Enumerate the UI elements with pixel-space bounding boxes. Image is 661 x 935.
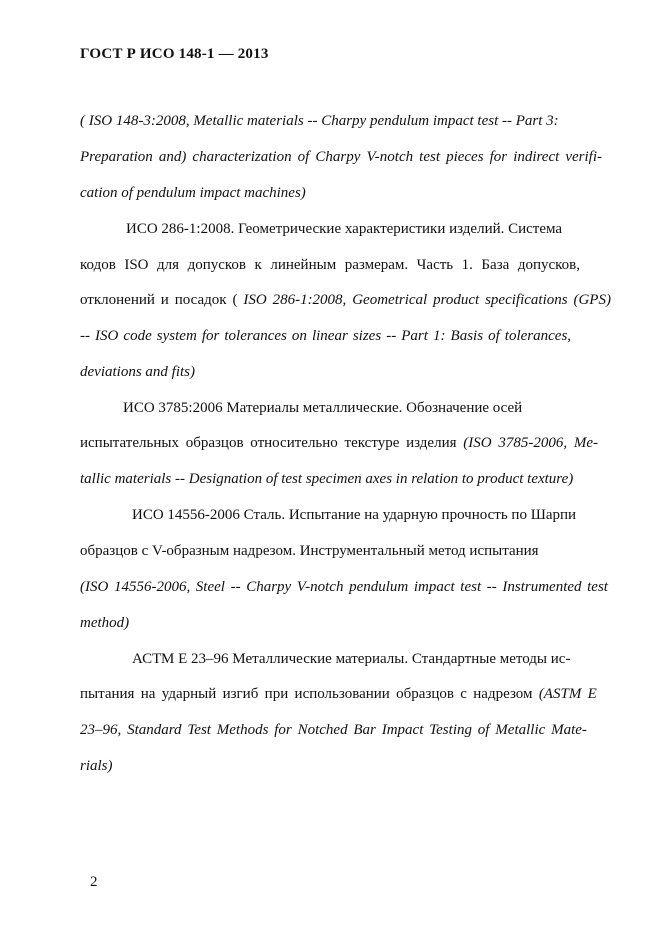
text-segment: ИСО 14556-2006 Сталь. Испытание на ударную прочность по Шарпи <box>132 507 577 523</box>
italic-text: (ISO 14556-2006, Steel -- Charpy V-notch pendulum impact test -- Instrumented test <box>80 579 608 595</box>
text-line <box>132 506 576 524</box>
text-line <box>126 220 562 238</box>
text-segment: кодов ISO для допусков к линейным размерам. Часть 1. База допусков, <box>80 257 580 273</box>
text-line <box>80 614 129 632</box>
text-segment: пытания на ударный изгиб при использовании образцов с надрезом <box>80 686 539 702</box>
italic-text: method) <box>80 615 130 631</box>
text-segment: образцов с V-образным надрезом. Инструментальный метод испытания <box>80 543 539 559</box>
text-line <box>80 470 573 488</box>
text-segment: испытательных образцов относительно текстуре изделия <box>80 435 464 451</box>
text-segment: ИСО 286-1:2008. Геометрические характеристики изделий. Система <box>126 221 563 237</box>
italic-text: cation of pendulum impact machines) <box>80 185 306 201</box>
text-segment: отклонений и посадок ( <box>80 292 244 308</box>
text-line <box>80 578 608 596</box>
italic-text: -- ISO code system for tolerances on linear sizes -- Part 1: Basis of tolerances, <box>80 328 572 344</box>
italic-text: ISO 286-1:2008, Geometrical product specifications (GPS) <box>243 292 611 308</box>
text-line <box>80 184 306 202</box>
text-line <box>80 363 195 381</box>
italic-text: 23–96, Standard Test Methods for Notched Bar Impact Testing of Metallic Mate- <box>80 722 587 738</box>
text-line <box>80 542 539 560</box>
text-line <box>80 721 587 739</box>
italic-text: ( ISO 148-3:2008, Metallic materials -- Charpy pendulum impact test -- Part 3: <box>80 113 559 129</box>
italic-text: (ASTM E <box>538 686 597 702</box>
page-number: 2 <box>90 874 98 890</box>
document-header: ГОСТ Р ИСО 148-1 — 2013 <box>80 46 269 62</box>
italic-text: Preparation and) characterization of Charpy V-notch test pieces for indirect verifi- <box>80 149 603 165</box>
text-line <box>80 757 113 775</box>
italic-text: deviations and fits) <box>80 364 195 380</box>
italic-text: (ISO 3785-2006, Me- <box>463 435 599 451</box>
text-segment: ИСО 3785:2006 Материалы металлические. Обозначение осей <box>123 400 523 416</box>
text-line <box>80 291 611 309</box>
text-line <box>80 685 597 703</box>
text-line <box>80 112 559 130</box>
italic-text: tallic materials -- Designation of test specimen axes in relation to product texture) <box>80 471 574 487</box>
text-line <box>123 399 522 417</box>
text-line <box>80 256 580 274</box>
text-line <box>80 434 598 452</box>
text-line <box>80 148 602 166</box>
italic-text: rials) <box>80 758 113 774</box>
text-line <box>132 650 570 668</box>
text-line <box>80 327 571 345</box>
text-segment: АСТМ Е 23–96 Металлические материалы. Стандартные методы ис- <box>132 651 571 667</box>
